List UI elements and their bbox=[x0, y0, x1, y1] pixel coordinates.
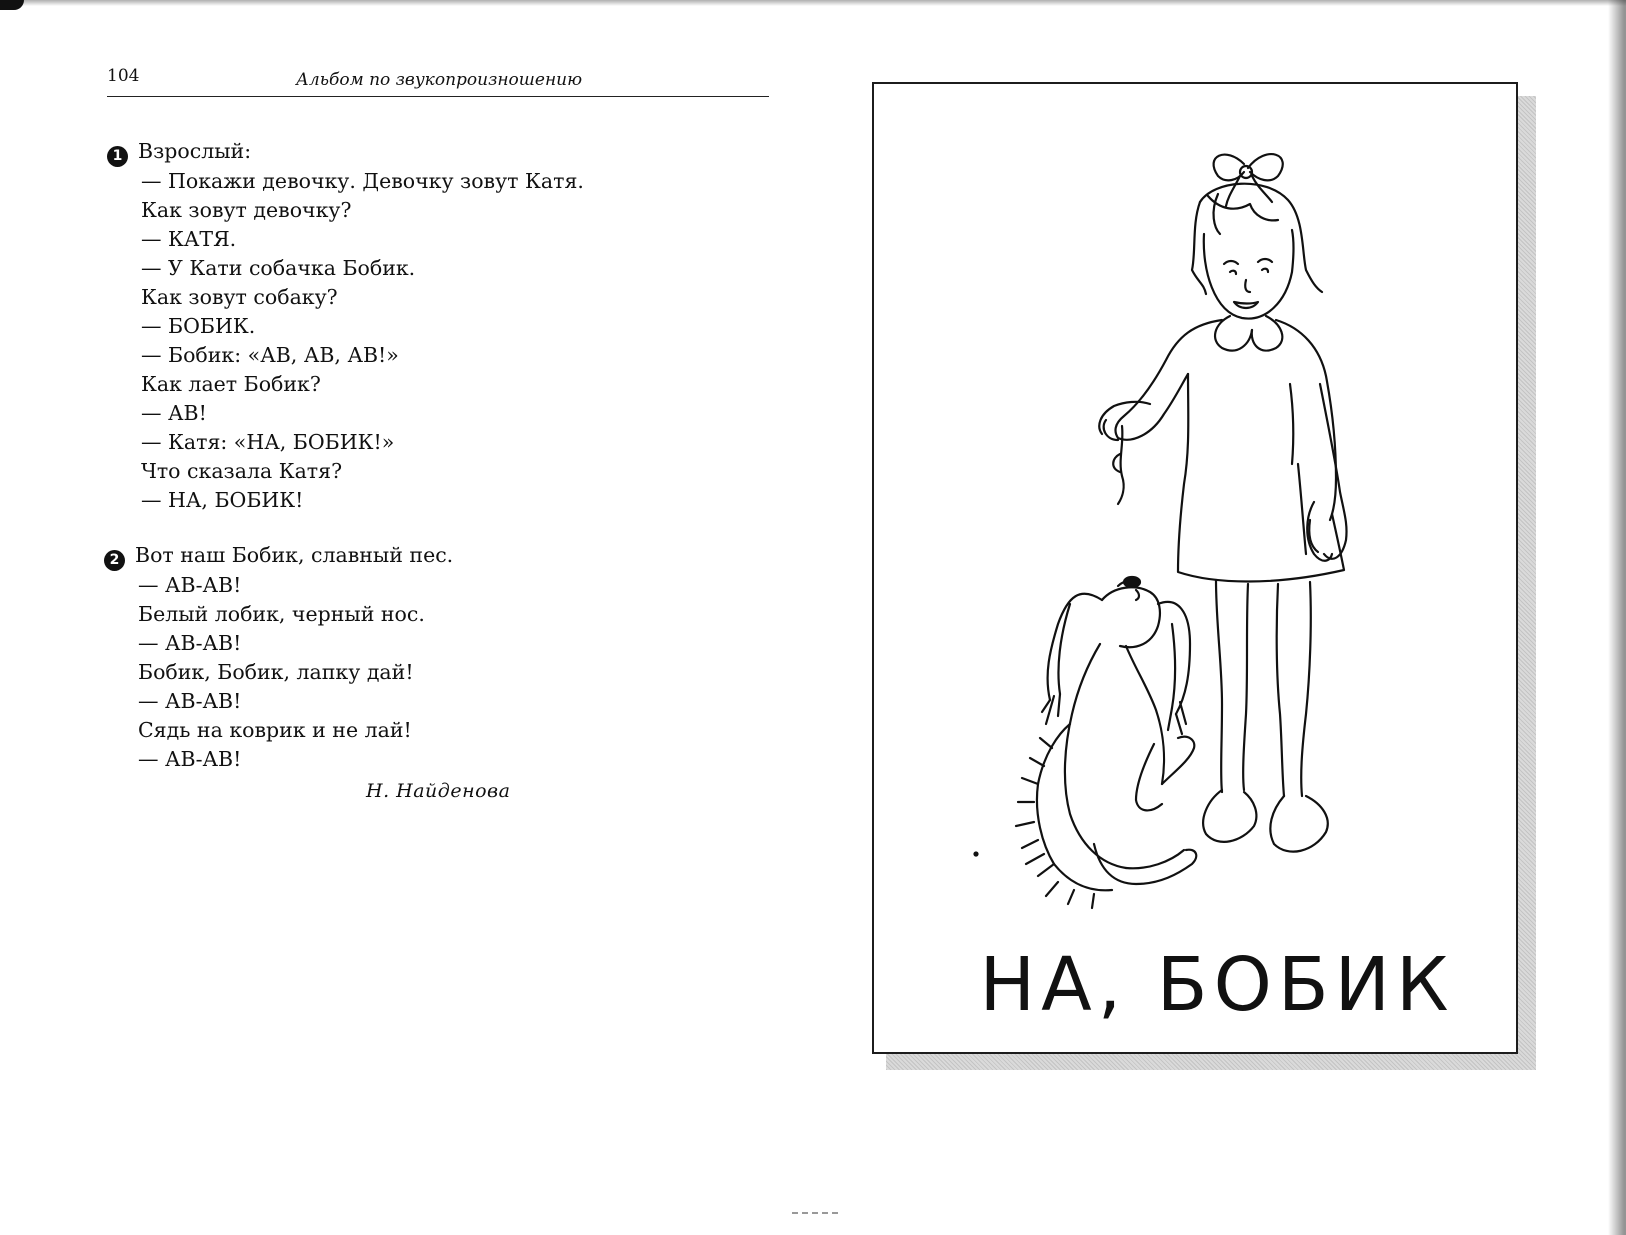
exercise-2-line: Белый лобик, черный нос. bbox=[138, 602, 425, 626]
exercise-1-line: — АВ! bbox=[141, 401, 207, 425]
girl-and-dog-illustration bbox=[874, 84, 1516, 1052]
running-title: Альбом по звукопроизношению bbox=[296, 70, 583, 90]
page-number: 104 bbox=[107, 66, 140, 86]
exercise-1-line: Как лает Бобик? bbox=[141, 372, 321, 396]
scan-edge-right bbox=[1608, 0, 1626, 1235]
exercise-1-line: — Катя: «НА, БОБИК!» bbox=[141, 430, 395, 454]
exercise-1-line: — КАТЯ. bbox=[141, 227, 237, 251]
scan-edge-top bbox=[0, 0, 1626, 6]
exercise-1-line: Как зовут собаку? bbox=[141, 285, 338, 309]
exercise-2-text: Вот наш Бобик, славный пес. bbox=[135, 543, 454, 567]
exercise-2-line: — АВ-АВ! bbox=[138, 631, 242, 655]
exercise-1-line: — У Кати собачка Бобик. bbox=[141, 256, 416, 280]
exercise-1-line: — Покажи девочку. Девочку зовут Катя. bbox=[141, 169, 584, 193]
exercise-2-line bbox=[104, 541, 453, 571]
exercise-2-marker: 2 bbox=[104, 550, 125, 571]
exercise-1-line: — БОБИК. bbox=[141, 314, 256, 338]
exercise-1-line: — Бобик: «АВ, АВ, АВ!» bbox=[141, 343, 399, 367]
header-rule bbox=[107, 96, 769, 97]
exercise-2-line: — АВ-АВ! bbox=[138, 747, 242, 771]
exercise-2-line: Сядь на коврик и не лай! bbox=[138, 718, 412, 742]
scan-footer-mark bbox=[792, 1212, 840, 1214]
exercise-1-line: Что сказала Катя? bbox=[141, 459, 343, 483]
exercise-1-line: — НА, БОБИК! bbox=[141, 488, 304, 512]
card-caption: НА, БОБИК bbox=[979, 942, 1455, 1028]
exercise-2-line: — АВ-АВ! bbox=[138, 689, 242, 713]
exercise-2-line: — АВ-АВ! bbox=[138, 573, 242, 597]
scan-corner-mark bbox=[0, 0, 24, 10]
poem-author: Н. Найденова bbox=[366, 780, 511, 802]
girl-figure bbox=[1099, 154, 1346, 852]
exercise-1-marker: 1 bbox=[107, 146, 128, 167]
picture-card bbox=[872, 82, 1518, 1054]
exercise-2-poem bbox=[104, 541, 453, 774]
dog-figure bbox=[975, 577, 1197, 908]
exercise-1-line bbox=[107, 137, 584, 167]
exercise-1-line: Как зовут девочку? bbox=[141, 198, 352, 222]
exercise-1 bbox=[107, 137, 584, 515]
exercise-2-line: Бобик, Бобик, лапку дай! bbox=[138, 660, 414, 684]
exercise-1-text: Взрослый: bbox=[138, 139, 252, 163]
